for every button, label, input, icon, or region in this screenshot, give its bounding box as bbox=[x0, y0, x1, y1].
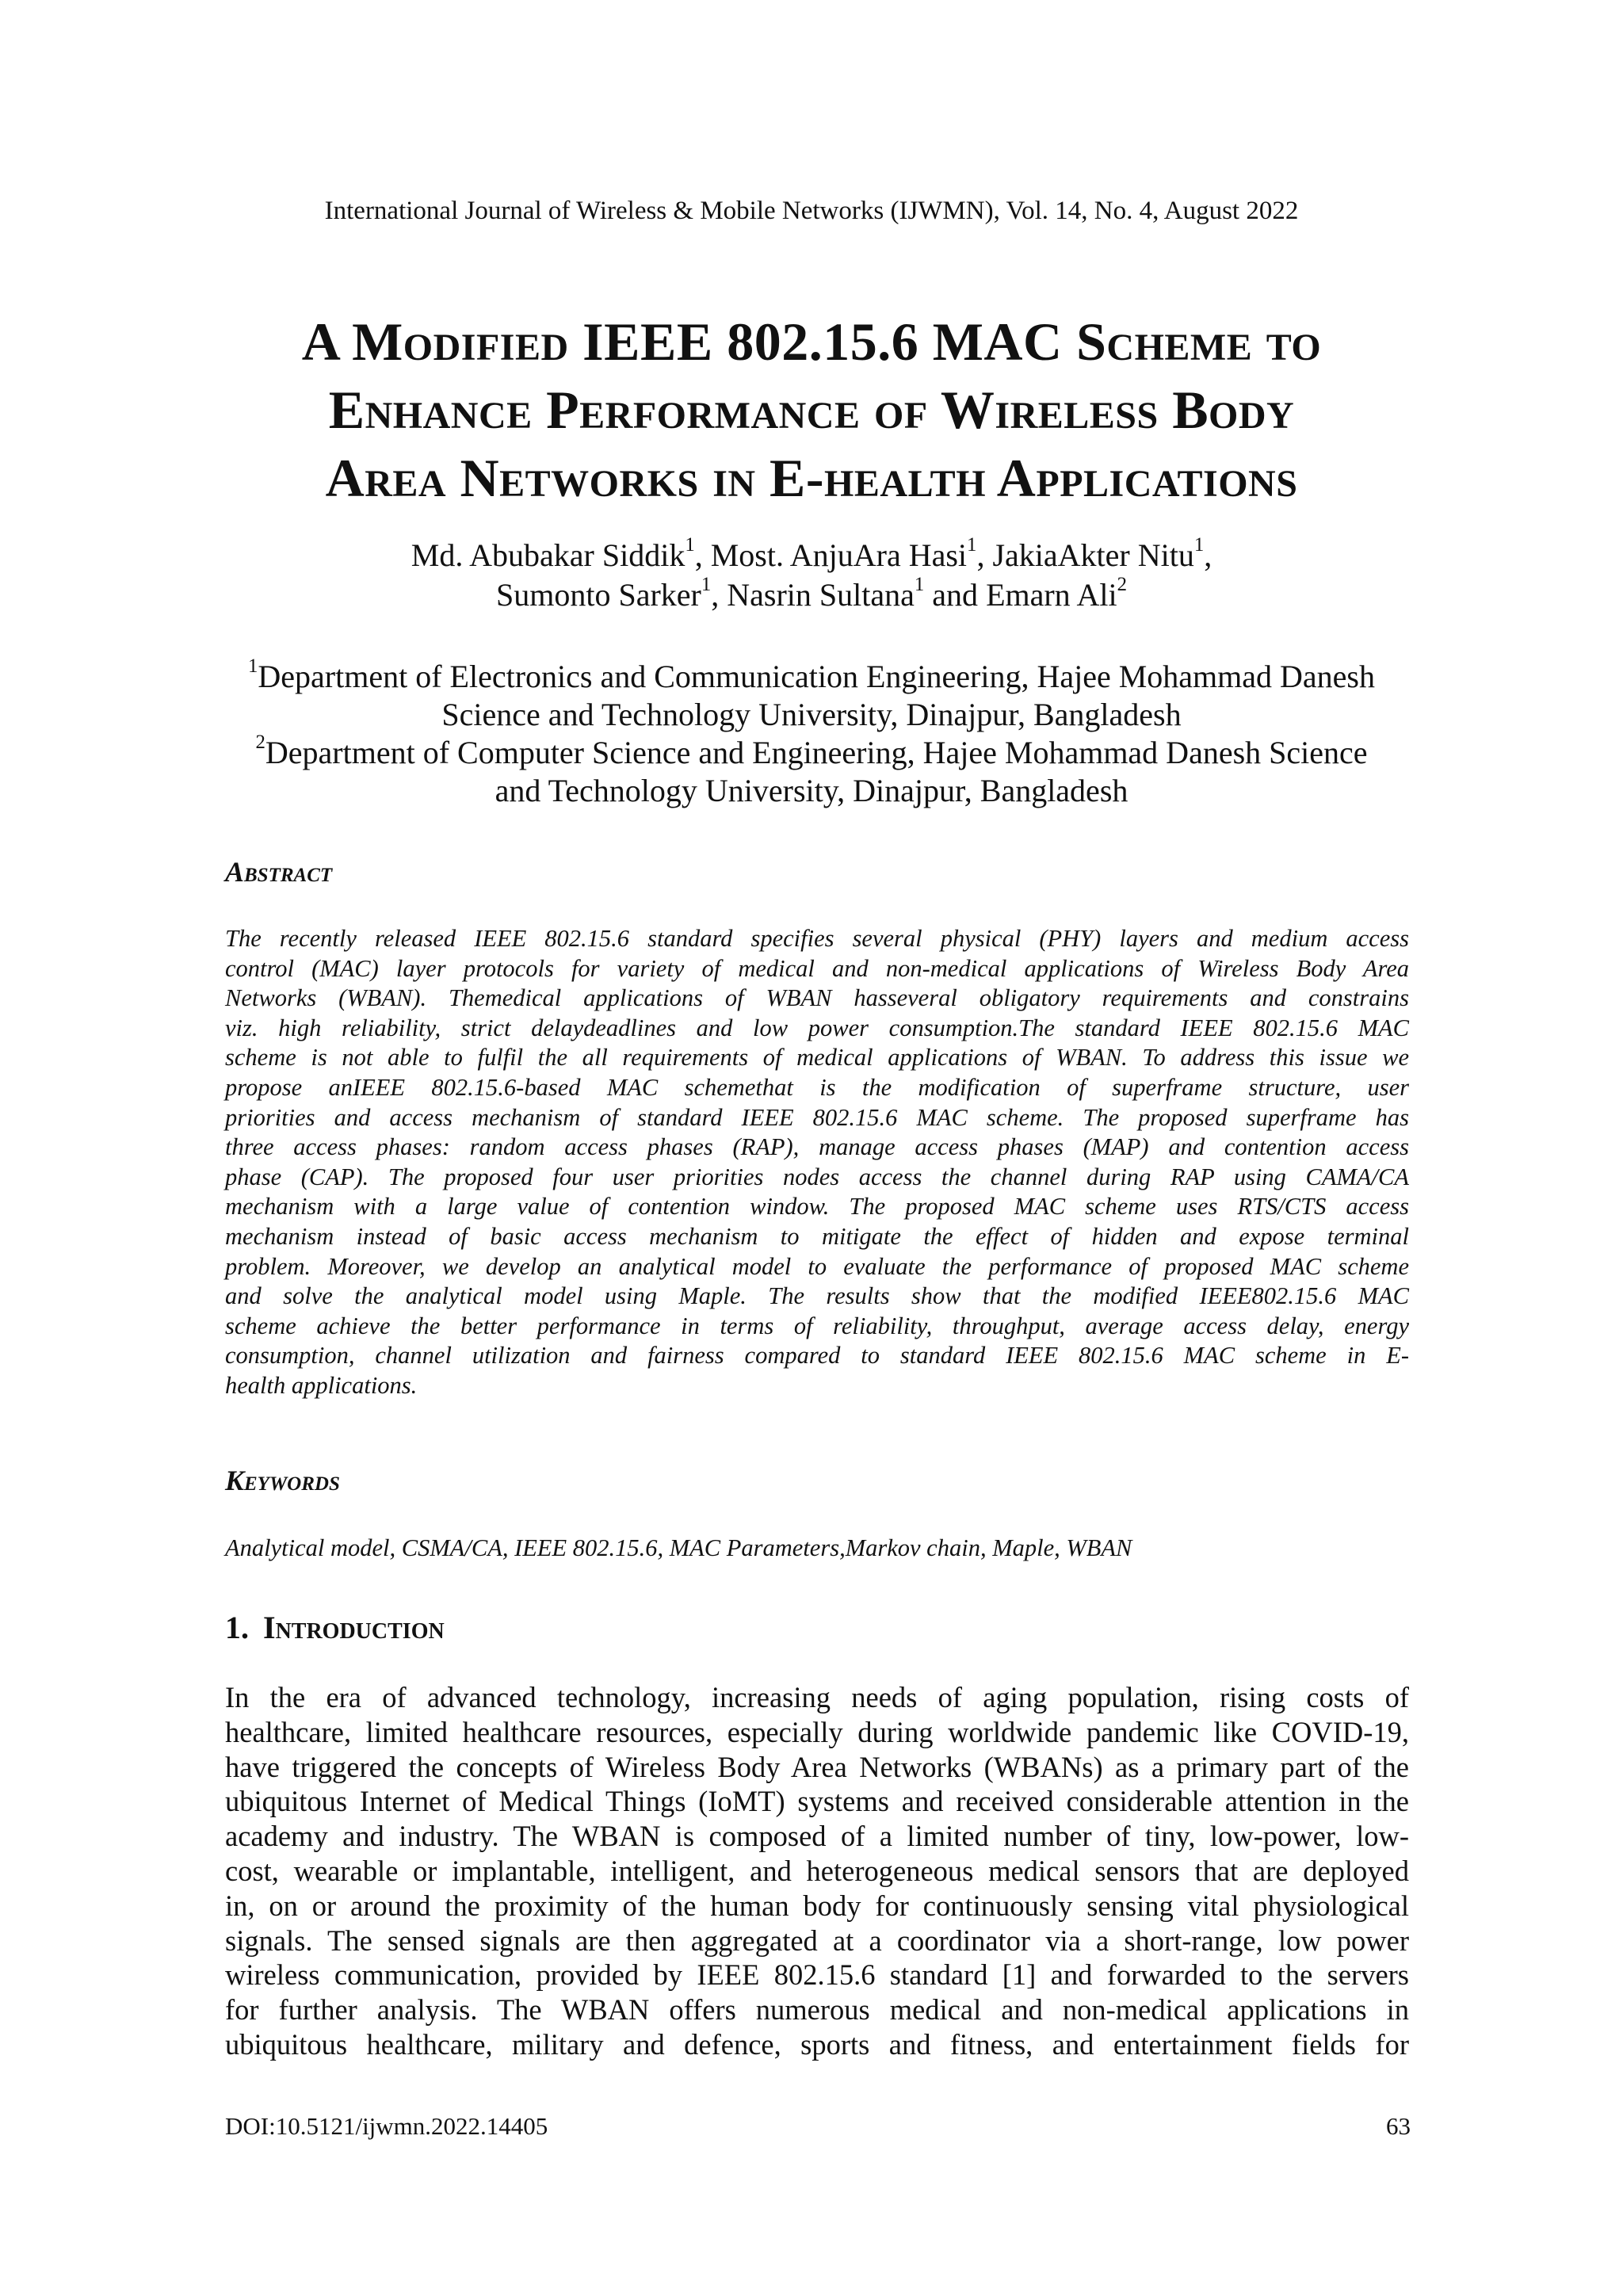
body-line: have triggered the concepts of Wireless Body Area Networks (WBANs) as a primary part of the bbox=[225, 1750, 1409, 1783]
abstract-line: priorities and access mechanism of standard IEEE 802.15.6 MAC scheme. The proposed superframe has bbox=[225, 1103, 1409, 1131]
author-name: Md. Abubakar Siddik bbox=[411, 537, 685, 573]
affiliation-marker: 1 bbox=[685, 533, 695, 556]
abstract-heading: Abstract bbox=[225, 856, 333, 888]
page-number: 63 bbox=[1386, 2112, 1411, 2140]
introduction-body bbox=[225, 1680, 1409, 2062]
affiliation-marker: 1 bbox=[914, 573, 925, 595]
author-name: Emarn Ali bbox=[986, 577, 1117, 613]
body-line: ubiquitous healthcare, military and defence, sports and fitness, and entertainment fields for bbox=[225, 2027, 1409, 2061]
running-header: International Journal of Wireless & Mobile Networks (IJWMN), Vol. 14, No. 4, August 2022 bbox=[324, 197, 1299, 225]
body-line: healthcare, limited healthcare resources, especially during worldwide pandemic like COVID-19, bbox=[225, 1715, 1409, 1748]
affiliation-text: Department of Computer Science and Engineering, Hajee Mohammad Danesh Science bbox=[265, 735, 1368, 770]
affiliation-list bbox=[190, 655, 1433, 810]
abstract-line: mechanism instead of basic access mechanism to mitigate the effect of hidden and expose terminal bbox=[225, 1222, 1409, 1250]
author-name: JakiaAkter Nitu bbox=[992, 537, 1194, 573]
author-separator: , bbox=[1204, 537, 1212, 573]
title-line: Area Networks in E-health Applications bbox=[325, 448, 1298, 508]
author-separator: , bbox=[694, 537, 711, 573]
affiliation-marker: 1 bbox=[248, 655, 258, 677]
affiliation-line: and Technology University, Dinajpur, Bangladesh bbox=[495, 773, 1128, 808]
abstract-line: mechanism with a large value of contention window. The proposed MAC scheme uses RTS/CTS access bbox=[225, 1193, 1409, 1221]
abstract-line: consumption, channel utilization and fairness compared to standard IEEE 802.15.6 MAC scheme in E- bbox=[225, 1342, 1409, 1370]
abstract-line: The recently released IEEE 802.15.6 standard specifies several physical (PHY) layers and medium access bbox=[225, 925, 1409, 952]
abstract-line: Networks (WBAN). Themedical applications of WBAN hasseveral obligatory requirements and constrains bbox=[225, 984, 1409, 1012]
author-name: Nasrin Sultana bbox=[727, 577, 915, 613]
keywords-heading: Keywords bbox=[225, 1465, 340, 1496]
author-list bbox=[190, 533, 1433, 615]
affiliation-marker: 1 bbox=[701, 573, 712, 595]
affiliation-marker: 2 bbox=[255, 731, 265, 753]
keywords-list: Analytical model, CSMA/CA, IEEE 802.15.6, MAC Parameters,Markov chain, Maple, WBAN bbox=[225, 1534, 1132, 1561]
author-line bbox=[190, 575, 1433, 615]
abstract-line: three access phases: random access phases (RAP), manage access phases (MAP) and contention access bbox=[225, 1133, 1409, 1161]
author-name: Sumonto Sarker bbox=[495, 577, 701, 613]
title-line: A Modified IEEE 802.15.6 MAC Scheme to bbox=[301, 311, 1322, 372]
abstract-line: scheme achieve the better performance in terms of reliability, throughput, average access delay, energy bbox=[225, 1312, 1409, 1339]
abstract-line: scheme is not able to fulfil the all requirements of medical applications of WBAN. To address this issue we bbox=[225, 1044, 1409, 1072]
author-name: Most. AnjuAra Hasi bbox=[710, 537, 968, 573]
abstract-line: problem. Moreover, we develop an analytical model to evaluate the performance of proposed MAC scheme bbox=[225, 1252, 1409, 1280]
body-line: wireless communication, provided by IEEE 802.15.6 standard [1] and forwarded to the servers bbox=[225, 1958, 1409, 1992]
body-line: academy and industry. The WBAN is composed of a limited number of tiny, low-power, low- bbox=[225, 1820, 1409, 1853]
author-separator: , bbox=[711, 577, 727, 613]
abstract-line: phase (CAP). The proposed four user priorities nodes access the channel during RAP using CAMA/CA bbox=[225, 1163, 1409, 1190]
affiliation-text: Department of Electronics and Communication Engineering, Hajee Mohammad Danesh bbox=[258, 659, 1375, 694]
introduction-heading bbox=[225, 1609, 445, 1647]
affiliation-line bbox=[190, 731, 1433, 772]
body-line: ubiquitous Internet of Medical Things (IoMT) systems and received considerable attention in the bbox=[225, 1785, 1409, 1818]
affiliation-marker: 2 bbox=[1117, 573, 1127, 595]
affiliation-marker: 1 bbox=[1193, 533, 1205, 556]
affiliation-marker: 1 bbox=[967, 533, 977, 556]
doi-footer: DOI:10.5121/ijwmn.2022.14405 bbox=[225, 2112, 548, 2140]
author-separator: , bbox=[976, 537, 993, 573]
abstract-line: and solve the analytical model using Maple. The results show that the modified IEEE802.15.6 MAC bbox=[225, 1282, 1409, 1310]
paper-title bbox=[190, 308, 1433, 512]
body-line: cost, wearable or implantable, intelligent, and heterogeneous medical sensors that are deployed bbox=[225, 1854, 1409, 1887]
title-line: Enhance Performance of Wireless Body bbox=[328, 380, 1295, 440]
body-line: signals. The sensed signals are then aggregated at a coordinator via a short-range, low power bbox=[225, 1924, 1409, 1957]
section-number: 1. bbox=[225, 1610, 249, 1645]
body-line: for further analysis. The WBAN offers numerous medical and non-medical applications in bbox=[225, 1993, 1409, 2027]
abstract-body bbox=[225, 924, 1409, 1401]
body-line: in, on or around the proximity of the human body for continuously sensing vital physiological bbox=[225, 1889, 1409, 1922]
section-title: Introduction bbox=[263, 1610, 445, 1645]
author-line bbox=[190, 533, 1433, 575]
abstract-line: health applications. bbox=[225, 1371, 418, 1399]
abstract-line: control (MAC) layer protocols for variety of medical and non-medical applications of Wireless Body Area bbox=[225, 954, 1409, 982]
abstract-line: viz. high reliability, strict delaydeadlines and low power consumption.The standard IEEE 802.15.6 MAC bbox=[225, 1014, 1409, 1041]
affiliation-line bbox=[190, 655, 1433, 696]
affiliation-line: Science and Technology University, Dinajpur, Bangladesh bbox=[441, 697, 1182, 732]
abstract-line: propose anIEEE 802.15.6-based MAC schemethat is the modification of superframe structure, user bbox=[225, 1073, 1409, 1101]
author-separator: and bbox=[924, 577, 987, 613]
body-line: In the era of advanced technology, increasing needs of aging population, rising costs of bbox=[225, 1681, 1409, 1713]
